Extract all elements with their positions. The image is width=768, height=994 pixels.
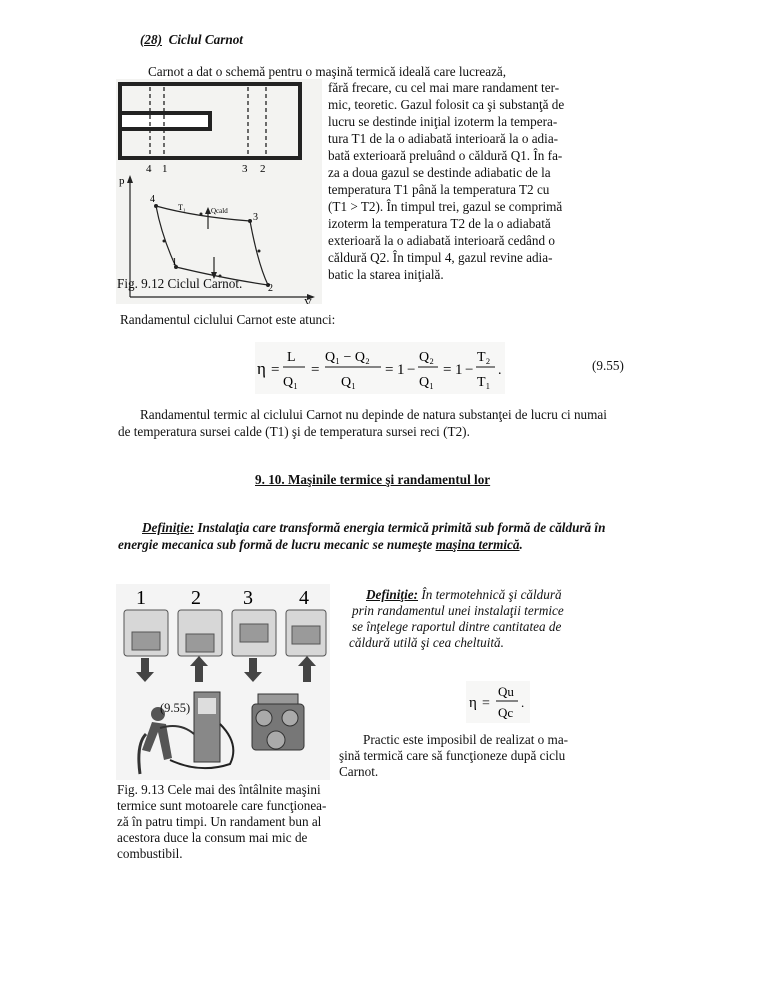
denominator-t1: T₁: [477, 375, 491, 390]
para1-first-line: Carnot a dat o schemă pentru o maşină termică ideală care lucrează,: [148, 64, 507, 79]
numerator-t2: T₂: [477, 350, 491, 365]
point-label: 1: [172, 257, 177, 268]
figure-caption: Fig. 9.12 Ciclul Carnot.: [117, 276, 243, 291]
para3-line1: Randamentul termic al ciclului Carnot nu depinde de natura substanţei de lucru ci numai: [140, 407, 607, 422]
page-title: Ciclul Carnot: [168, 32, 243, 47]
one: 1: [397, 362, 405, 378]
four-stroke-illustration: [116, 584, 330, 780]
equals-sign: =: [271, 362, 280, 378]
engine-figure: [116, 584, 330, 780]
para3-line2: de temperatura sursei calde (T1) şi de temperatura sursei reci (T2).: [118, 424, 470, 439]
figure-caption-line: combustibil.: [117, 846, 183, 861]
numerator-q1-minus-q2: Q₁ − Q₂: [325, 350, 370, 365]
equals-sign: =: [482, 696, 490, 711]
fig-overlay-label: (9.55): [160, 701, 191, 715]
piston-label: 1: [162, 163, 168, 175]
para1-line: exterioară la o adiabată interioară cedând o: [328, 233, 555, 248]
definition-text: Instalaţia care transformă energia termică primită sub formă de căldură în: [194, 520, 606, 535]
stroke-number: 2: [191, 587, 201, 609]
denominator-q1: Q₁: [283, 375, 298, 390]
numerator-l: L: [287, 350, 296, 365]
cylinder-row: [124, 610, 326, 656]
section-heading: 9. 10. Maşinile termice şi randamentul lor: [255, 472, 491, 487]
q-label: Qcald: [211, 207, 228, 215]
para1-line: tura T1 de la o adiabată interioară la o adia-: [328, 131, 559, 146]
minus-sign: −: [407, 362, 416, 378]
numerator-q2: Q₂: [419, 350, 434, 365]
para1-line: căldură Q2. În timpul 4, gazul revine adia-: [328, 250, 553, 265]
stroke-number: 1: [136, 587, 146, 609]
period: .: [498, 363, 502, 378]
denominator-qc: Qc: [498, 705, 514, 720]
definition-2-line2: prin randamentul unei instalaţii termice: [352, 603, 564, 618]
denominator-q1: Q₁: [419, 375, 434, 390]
para1-line: lucru se destinde iniţial izoterm la tempera-: [328, 114, 558, 129]
equals-sign: =: [385, 362, 394, 378]
eta-symbol: η: [257, 359, 266, 378]
para1-line: izoterm la temperatura T2 de la o adiabată: [328, 216, 551, 231]
formula-svg: [255, 342, 505, 394]
definition-2-line1: [366, 587, 562, 603]
piston-label: 2: [260, 163, 266, 175]
engine-block: [252, 694, 304, 750]
minus-sign: −: [465, 362, 474, 378]
point-label: 2: [268, 283, 273, 294]
efficiency-formula: [466, 681, 530, 723]
para1-line: mic, teoretic. Gazul folosit ca şi substanţă de: [328, 97, 565, 112]
piston-label: 4: [146, 163, 152, 175]
formula-9-55: [255, 342, 505, 394]
equals-sign: =: [443, 362, 452, 378]
t1-label: T₁: [178, 203, 186, 212]
para1-line: temperatura T1 până la temperatura T2 cu: [328, 182, 550, 197]
definition-end: .: [519, 537, 523, 552]
numerator-qu: Qu: [498, 684, 514, 699]
denominator-q1: Q₁: [341, 375, 356, 390]
para1-line: (T1 > T2). În timpul trei, gazul se comprimă: [328, 199, 563, 214]
para1-line: batic la starea iniţială.: [328, 267, 444, 282]
practic-line: şină termică care să funcţioneze după ciclu: [339, 748, 566, 763]
definition-text: energie mecanica sub formă de lucru mecanic se numeşte: [118, 537, 436, 552]
figure-caption-line: termice sunt motoarele care funcţionea-: [117, 798, 327, 813]
definition-label: Definiţie:: [142, 520, 195, 535]
period: .: [521, 695, 525, 710]
p-axis-label: p: [119, 175, 125, 187]
practic-line: Carnot.: [339, 764, 379, 779]
para2-text: Randamentul ciclului Carnot este atunci:: [120, 312, 336, 327]
piston-label: 3: [242, 163, 248, 175]
cylinder-schematic: [120, 84, 300, 158]
one: 1: [455, 362, 463, 378]
definition-text: În termotehnică şi căldură: [418, 587, 562, 602]
figure-caption-line: Fig. 9.13 Cele mai des întâlnite maşini: [117, 782, 321, 797]
definition-1-line1: [142, 520, 605, 536]
stroke-number: 3: [243, 587, 253, 609]
equals-sign: =: [311, 362, 320, 378]
carnot-diagram: [116, 79, 322, 304]
definition-1-line2: [118, 537, 523, 553]
definition-term: maşina termică: [435, 537, 520, 552]
v-axis-label: V: [304, 297, 312, 304]
page-header: [140, 32, 243, 48]
section-number: (28): [140, 32, 162, 47]
para1-line: fără frecare, cu cel mai mare randament ter-: [328, 80, 560, 95]
efficiency-formula-svg: [466, 681, 530, 723]
stroke-number: 4: [299, 587, 309, 609]
definition-2-line3: se înţelege raportul dintre cantitatea de: [352, 619, 562, 634]
definition-2-line4: căldură utilă şi cea cheltuită.: [349, 635, 504, 650]
carnot-figure: [116, 79, 322, 304]
para1-line: bată exterioară preluând o căldură Q1. În fa-: [328, 148, 563, 163]
point-label: 3: [253, 212, 258, 223]
definition-label: Definiţie:: [366, 587, 419, 602]
figure-caption-line: ză în patru timpi. Un randament bun al: [117, 814, 322, 829]
equation-number: (9.55): [592, 358, 624, 373]
practic-line: Practic este imposibil de realizat o ma-: [363, 732, 569, 747]
point-label: 4: [150, 194, 155, 205]
stroke-arrows: [136, 656, 316, 682]
eta-symbol: η: [469, 695, 477, 711]
figure-caption-line: acestora duce la consum mai mic de: [117, 830, 308, 845]
para1-line: za a doua gazul se destinde adiabatic de la: [328, 165, 551, 180]
